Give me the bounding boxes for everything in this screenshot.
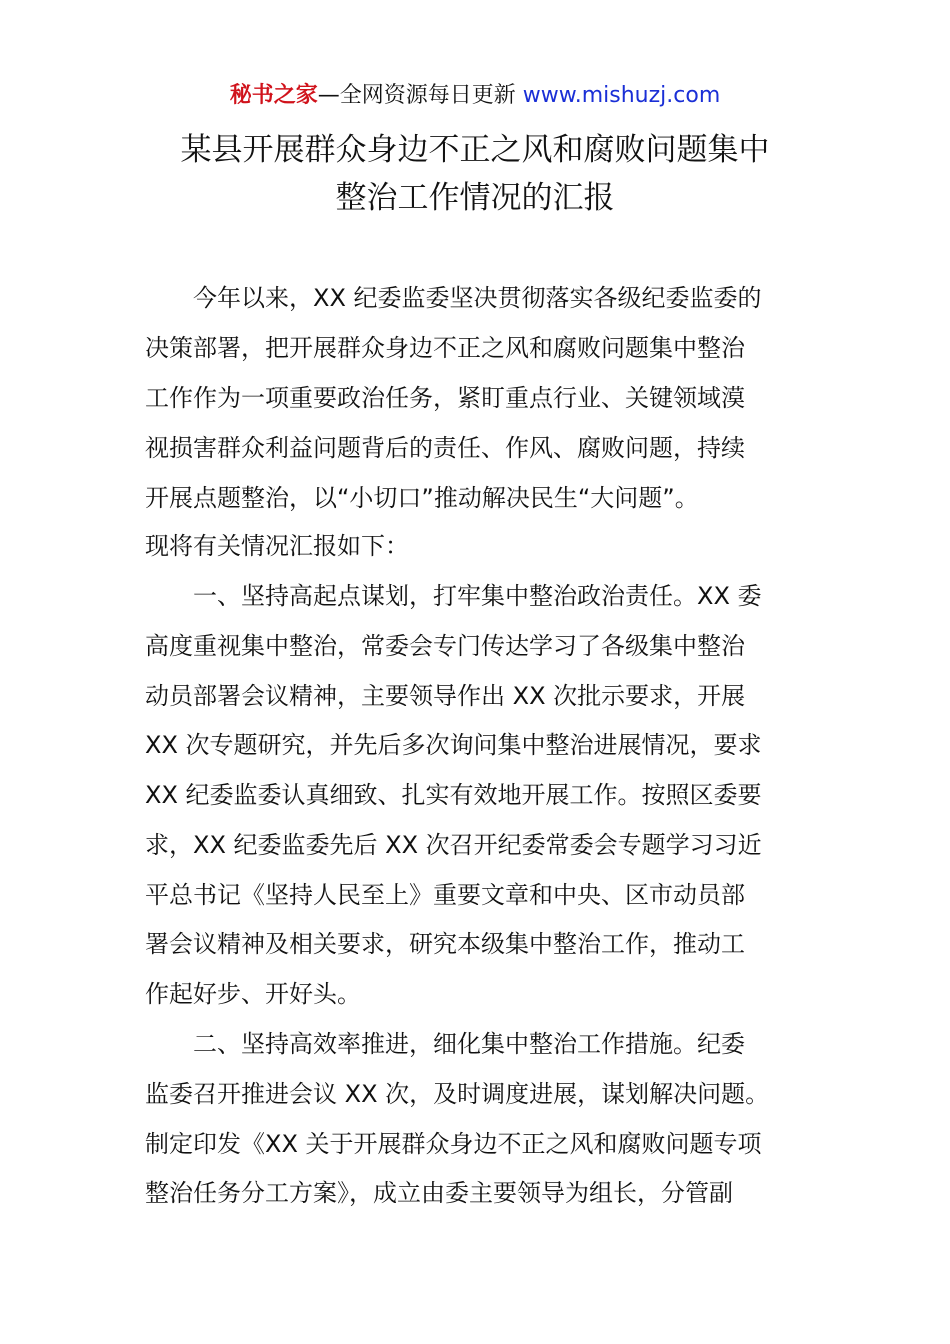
body-line: 署会议精神及相关要求，研究本级集中整治工作，推动工: [145, 930, 745, 958]
body-line: 求，XX 纪委监委先后 XX 次召开纪委常委会专题学习习近: [145, 831, 762, 859]
body-line: 作起好步、开好头。: [145, 980, 361, 1008]
body-line: 动员部署会议精神，主要领导作出 XX 次批示要求，开展: [145, 682, 746, 710]
header-slogan: —全网资源每日更新: [317, 83, 516, 108]
body-line: 开展点题整治，以“小切口”推动解决民生“大问题”。: [145, 484, 699, 512]
body-line: 整治任务分工方案》，成立由委主要领导为组长，分管副: [145, 1179, 733, 1207]
body-line: 二、坚持高效率推进，细化集中整治工作措施。纪委: [193, 1030, 745, 1058]
document-title-line-2: 整治工作情况的汇报: [335, 180, 615, 216]
body-line: 一、坚持高起点谋划，打牢集中整治政治责任。XX 委: [193, 582, 762, 610]
body-line: 视损害群众利益问题背后的责任、作风、腐败问题，持续: [145, 434, 745, 462]
body-line: 制定印发《XX 关于开展群众身边不正之风和腐败问题专项: [145, 1130, 762, 1158]
body-line: XX 次专题研究，并先后多次询问集中整治进展情况，要求: [145, 731, 762, 759]
body-line: 今年以来，XX 纪委监委坚决贯彻落实各级纪委监委的: [193, 284, 762, 312]
body-line: 工作作为一项重要政治任务，紧盯重点行业、关键领域漠: [145, 384, 745, 412]
brand-name: 秘书之家: [229, 83, 318, 108]
body-line: 监委召开推进会议 XX 次，及时调度进展，谋划解决问题。: [145, 1080, 770, 1108]
body-line: 平总书记《坚持人民至上》重要文章和中央、区市动员部: [145, 881, 745, 909]
site-header: [0, 80, 950, 112]
body-line: 高度重视集中整治，常委会专门传达学习了各级集中整治: [145, 632, 745, 660]
body-line: XX 纪委监委认真细致、扎实有效地开展工作。按照区委要: [145, 781, 762, 809]
document-title-line-1: 某县开展群众身边不正之风和腐败问题集中: [180, 132, 770, 168]
site-url[interactable]: www.mishuzj.com: [522, 83, 721, 108]
body-line: 现将有关情况汇报如下：: [145, 532, 409, 560]
body-line: 决策部署，把开展群众身边不正之风和腐败问题集中整治: [145, 334, 745, 362]
